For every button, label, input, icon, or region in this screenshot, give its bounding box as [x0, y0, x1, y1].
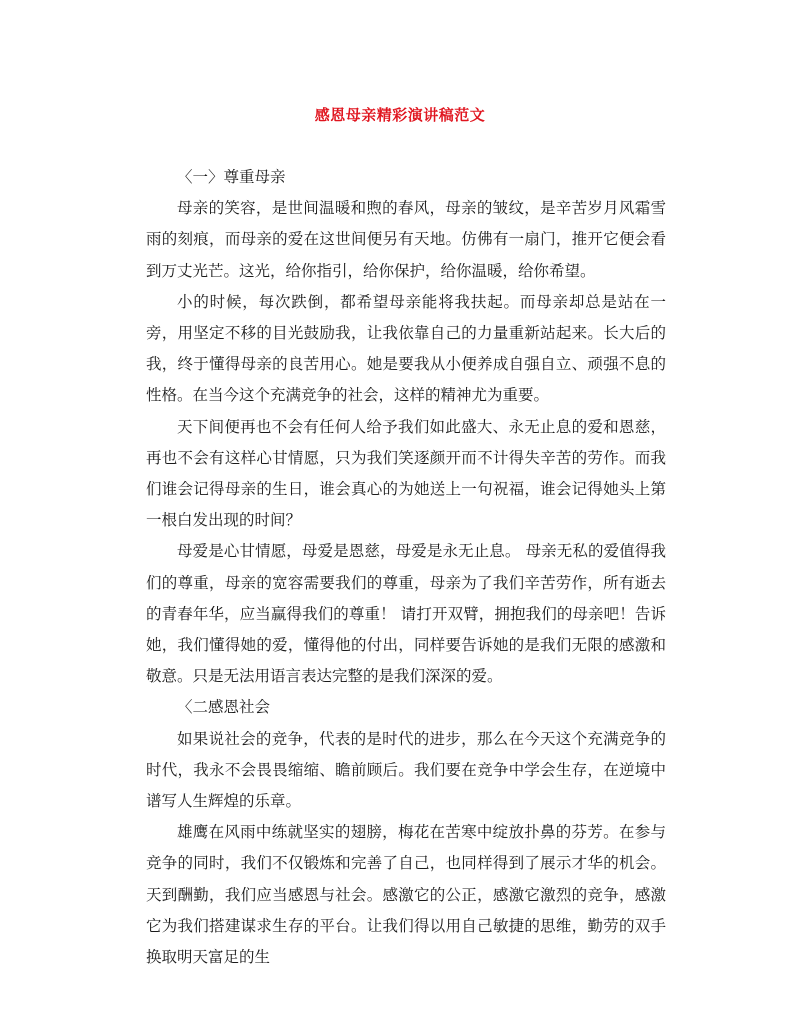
paragraph: 母亲的笑容，是世间温暖和煦的春风，母亲的皱纹，是辛苦岁月风霜雪雨的刻痕，而母亲的爱在这世间便另有天地。仿佛有一扇门，推开它便会看到万丈光芒。这光，给你指引，给你保护，给你温暖，给你希望。 [146, 199, 666, 280]
paragraph: 母爱是心甘情愿，母爱是恩慈，母爱是永无止息。 母亲无私的爱值得我们的尊重，母亲的宽容需要我们的尊重，母亲为了我们辛苦劳作，所有逝去的青春年华，应当赢得我们的尊重！ 请打开双臂，拥抱我们的母亲吧！告诉她，我们懂得她的爱，懂得他的付出，同样要告诉她的是我们无限的感激和敬意。只是无法用语言表达完整的是我们深深的爱。 [146, 542, 666, 686]
paragraph: 雄鹰在风雨中练就坚实的翅膀，梅花在苦寒中绽放扑鼻的芬芳。在参与竞争的同时，我们不仅锻炼和完善了自己，也同样得到了展示才华的机会。天到酬勤，我们应当感恩与社会。感激它的公正，感激它激烈的竞争，感激它为我们搭建谋求生存的平台。让我们得以用自己敏捷的思维，勤劳的双手换取明天富足的生 [146, 823, 666, 967]
paragraph: 天下间便再也不会有任何人给予我们如此盛大、永无止息的爱和恩慈，再也不会有这样心甘情愿，只为我们笑逐颜开而不计得失辛苦的劳作。而我们谁会记得母亲的生日，谁会真心的为她送上一句祝福，谁会记得她头上第一根白发出现的时间？ [146, 417, 666, 530]
paragraph: 小的时候，每次跌倒，都希望母亲能将我扶起。而母亲却总是站在一旁，用坚定不移的目光鼓励我，让我依靠自己的力量重新站起来。长大后的我，终于懂得母亲的良苦用心。她是要我从小便养成自强自立、顽强不息的性格。在当今这个充满竞争的社会，这样的精神尤为重要。 [146, 292, 666, 405]
document-title: 感恩母亲精彩演讲稿范文 [314, 106, 486, 124]
section-heading-thank-society: 〈二感恩社会 [177, 698, 271, 717]
section-heading-respect-mother: 〈一〉尊重母亲 [177, 168, 286, 186]
paragraph: 如果说社会的竞争，代表的是时代的进步，那么在今天这个充满竞争的时代，我永不会畏畏缩缩、瞻前顾后。我们要在竞争中学会生存，在逆境中谱写人生辉煌的乐章。 [146, 729, 666, 811]
document-body [146, 162, 666, 973]
